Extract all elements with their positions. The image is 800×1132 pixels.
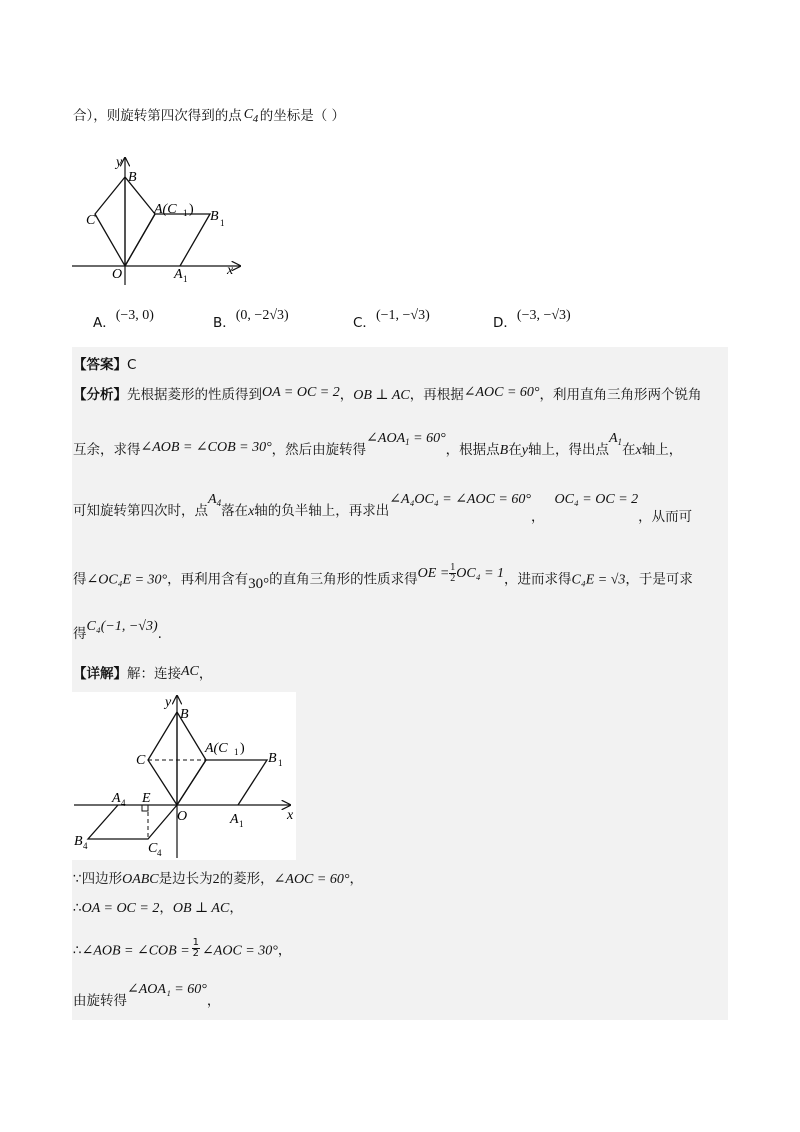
option-a[interactable]: A．(−3, 0) xyxy=(93,308,154,331)
label-O: O xyxy=(112,267,123,282)
label-A: A(C xyxy=(154,202,177,217)
label-C: C xyxy=(86,213,96,228)
label-A2: A(C xyxy=(205,741,228,756)
label-A1-sub: 1 xyxy=(183,274,188,284)
label-B2: B xyxy=(180,707,189,722)
label-E: E xyxy=(142,791,151,806)
solution-line-4: 由旋转得∠AOA₁ = 60°， xyxy=(73,982,221,1009)
label-B4: B xyxy=(74,834,83,849)
label-C4: C xyxy=(148,841,158,856)
option-b[interactable]: B．(0, −2√3) xyxy=(213,308,289,331)
analysis-line-2: 互余，求得∠AOB = ∠COB = 30°，然后由旋转得$\angle AOA_1 = 60^\circ$，根据点B在y轴上，得出点$A_1$在x轴上， xyxy=(73,431,683,458)
label-x: x xyxy=(227,263,234,278)
analysis-label: 【分析】 xyxy=(73,387,127,403)
label-B1-2-sub: 1 xyxy=(278,758,283,768)
analysis-line-3: 可知旋转第四次时，点$A_4$落在x轴的负半轴上，再求出∠A₄OC₄ = ∠AOC = 60°，OC₄ = OC = 2，从而可 xyxy=(73,492,693,525)
detail-label: 【详解】 xyxy=(73,666,127,682)
question-text: 合），则旋转第四次得到的点 xyxy=(73,108,242,124)
label-A1-2-sub: 1 xyxy=(239,819,244,829)
label-A4-sub: 4 xyxy=(121,798,126,808)
solution-line-2: ∴OA = OC = 2，OB ⊥ AC， xyxy=(73,900,243,916)
option-c[interactable]: C．(−1, −√3) xyxy=(353,308,430,331)
label-B4-sub: 4 xyxy=(83,841,88,851)
solution-line-3: ∴∠AOB = ∠COB = $\frac{1}{2}$ ∠AOC = 30°， xyxy=(73,937,292,959)
analysis-line-4: 得∠OC₄E = 30°，再利用含有30°的直角三角形的性质求得OE = $\frac{1}{2}$ OC₄ = 1，进而求得C₄E = √3，于是可求 xyxy=(73,562,693,592)
analysis-line-1: 【分析】先根据菱形的性质得到OA = OC = 2，OB ⊥ AC，再根据∠AOC = 60°，利用直角三角形两个锐角 xyxy=(73,385,702,403)
solution-line-1: ∵四边形OABC是边长为2的菱形，∠AOC = 60°， xyxy=(73,871,363,887)
label-A1: A xyxy=(174,267,183,282)
label-B1: B xyxy=(210,209,219,224)
option-d[interactable]: D．(−3, −√3) xyxy=(493,308,571,331)
question-line: 合），则旋转第四次得到的点 C 4 的坐标是（ ） xyxy=(73,107,346,125)
label-A1-2: A xyxy=(230,812,239,827)
answer-line xyxy=(73,359,136,373)
figure-rhombus-2 xyxy=(72,692,296,860)
label-C2: C xyxy=(136,753,146,768)
label-O2: O xyxy=(177,809,188,824)
answer-label: 【答案】 xyxy=(73,357,127,373)
detail-line: 【详解】解：连接AC， xyxy=(73,664,213,682)
label-A4: A xyxy=(112,791,121,806)
label-C4-sub: 4 xyxy=(157,848,162,858)
label-y: y xyxy=(116,155,123,170)
label-x2: x xyxy=(287,808,294,823)
label-B1-sub: 1 xyxy=(220,218,225,228)
label-B1-2: B xyxy=(268,751,277,766)
label-B: B xyxy=(128,170,137,185)
label-A2-close: ) xyxy=(240,741,245,756)
label-y2: y xyxy=(165,695,172,710)
label-A-close: ) xyxy=(189,202,194,217)
answer-value: C xyxy=(127,357,137,373)
label-A2-sub: 1 xyxy=(234,747,239,757)
analysis-line-5: 得C₄(−1, −√3). xyxy=(73,619,162,642)
figure-rhombus-1 xyxy=(70,150,250,290)
question-text-suffix: 的坐标是（ ） xyxy=(259,108,346,124)
label-A-sub: 1 xyxy=(183,208,188,218)
